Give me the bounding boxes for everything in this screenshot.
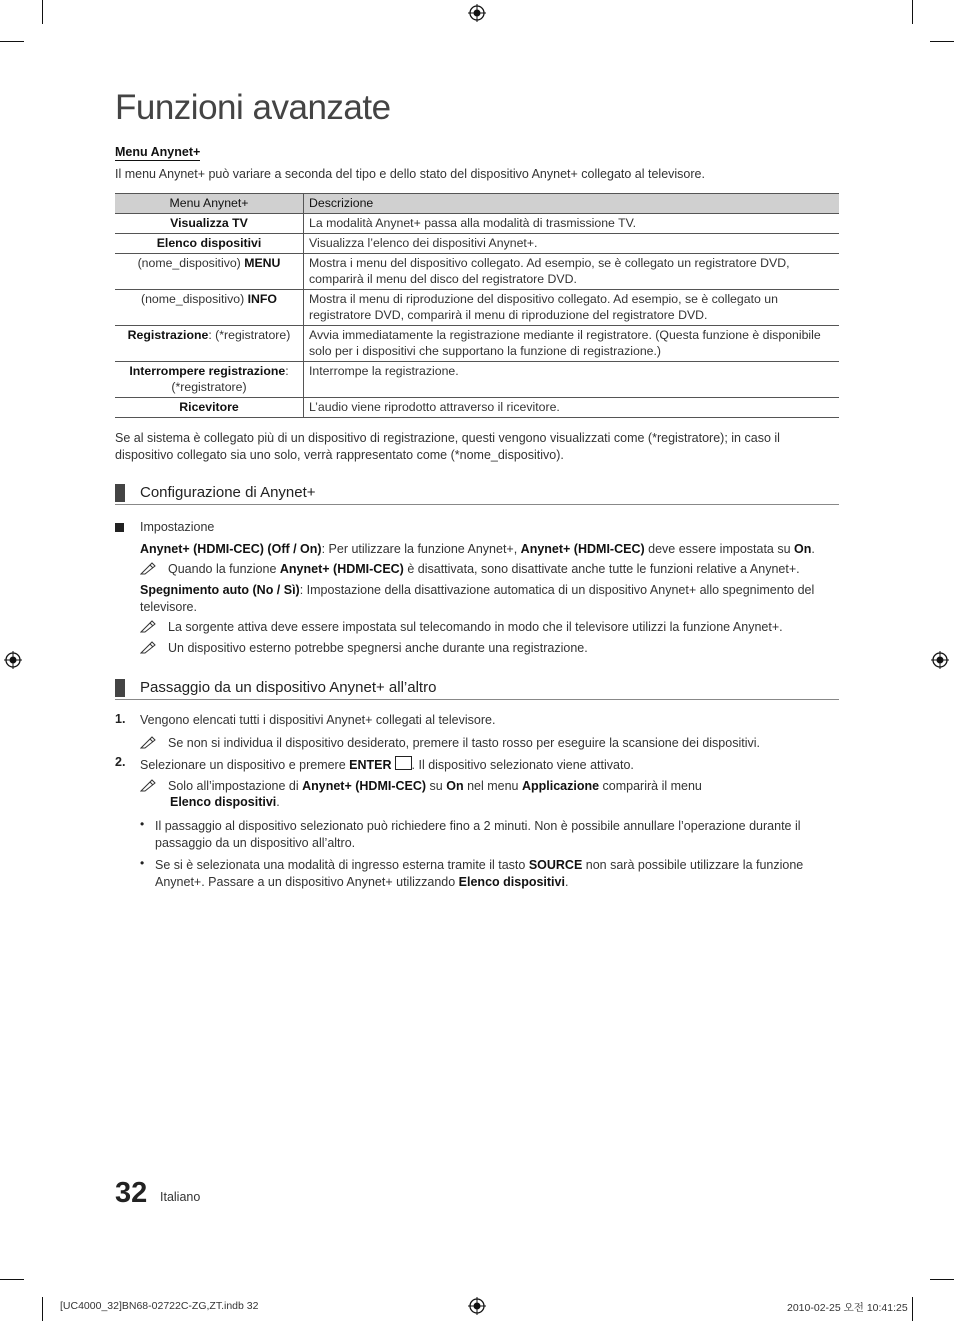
bullet-text: Il passaggio al dispositivo selezionato può richiedere fino a 2 minuti. Non è possibile annullare l’operazione durante il passaggio da un dispositivo all’altro.: [155, 819, 801, 850]
crop-mark: [42, 0, 43, 24]
text-span: su: [426, 779, 447, 793]
table-cell-description: Interrompe la registrazione.: [304, 362, 840, 398]
table-cell-description: Mostra il menu di riproduzione del dispositivo collegato. Ad esempio, se è collegato un registratore DVD, comparirà il menu di riproduzione del registratore DVD.: [304, 290, 840, 326]
table-cell-menu: [115, 398, 304, 418]
table-row: [115, 214, 839, 234]
menu-item-suffix: : (*registratore): [208, 328, 291, 342]
auto-off-name: Spegnimento auto (No / Sì): [140, 583, 300, 597]
crop-mark: [0, 1279, 24, 1280]
note: [140, 559, 840, 578]
bullet-dot-icon: •: [140, 856, 145, 870]
table-row: [115, 234, 839, 254]
config-heading-text: Configurazione di Anynet+: [140, 484, 316, 501]
anynet-setting-name: Anynet+ (HDMI-CEC) (Off / On): [140, 542, 322, 556]
step-number: 2.: [115, 755, 126, 769]
page-title: Funzioni avanzate: [115, 88, 391, 127]
anynet-setting: [140, 541, 840, 558]
square-bullet-icon: [115, 523, 124, 532]
menu-item-name: MENU: [244, 256, 281, 270]
text-span: Quando la funzione: [168, 562, 280, 576]
text-span: : Impostazione della disattivazione automatica di un dispositivo Anynet+ allo spegnimento del televisore.: [140, 583, 815, 614]
text-span: Se non si individua il dispositivo desiderato, premere il tasto rosso per eseguire la scansione dei dispositivi.: [168, 736, 760, 750]
on-value: On: [794, 542, 812, 556]
text-span: La sorgente attiva deve essere impostata sul telecomando in modo che il televisore utilizzi la funzione Anynet+.: [168, 620, 783, 634]
source-key-label: SOURCE: [528, 858, 583, 872]
print-timestamp: 2010-02-25 오전 10:41:25: [787, 1302, 908, 1314]
bullet-text: [155, 857, 839, 890]
table-row: [115, 326, 839, 362]
text-bold: Elenco dispositivi: [170, 795, 277, 809]
switch-heading: [115, 677, 839, 700]
menu-item-name: Visualizza TV: [170, 216, 248, 230]
menu-item-name: INFO: [247, 292, 277, 306]
table-cell-description: L’audio viene riprodotto attraverso il ricevitore.: [304, 398, 840, 418]
crop-mark: [912, 1297, 913, 1321]
menu-item-name: Interrompere registrazione: [129, 364, 286, 378]
bullet-dot-icon: •: [140, 817, 145, 831]
registration-mark-icon: [4, 651, 22, 669]
table-header-menu: Menu Anynet+: [115, 194, 304, 214]
table-cell-menu: [115, 214, 304, 234]
menu-item-name: Ricevitore: [179, 400, 239, 414]
text-span: : Per utilizzare la funzione Anynet+,: [321, 542, 521, 556]
note: [140, 733, 840, 752]
table-header-description: Descrizione: [304, 194, 840, 214]
step-number: 1.: [115, 712, 126, 726]
config-heading: [115, 482, 839, 505]
table-row: [115, 398, 839, 418]
note-pencil-icon: [140, 735, 158, 749]
step-2-text: [140, 755, 840, 774]
text-span: Un dispositivo esterno potrebbe spegnersi anche durante una registrazione.: [168, 641, 588, 655]
menu-item-prefix: (nome_dispositivo): [141, 292, 248, 306]
table-row: [115, 290, 839, 326]
text-span: .: [564, 874, 569, 889]
text-span: è disattivata, sono disattivate anche tutte le funzioni relative a Anynet+.: [403, 562, 800, 576]
enter-key-label: ENTER: [349, 758, 392, 772]
crop-mark: [912, 0, 913, 24]
note-pencil-icon: [140, 640, 158, 654]
text-span: non sarà possibile utilizzare la funzione Anynet+. Passare a un dispositivo Anynet+ utilizzando: [155, 858, 804, 889]
print-file-info: [UC4000_32]BN68-02722C-ZG,ZT.indb 32: [60, 1300, 259, 1312]
note-pencil-icon: [140, 561, 158, 575]
crop-mark: [930, 41, 954, 42]
note: [140, 638, 840, 657]
table-row: [115, 362, 839, 398]
text-bold: On: [446, 779, 464, 793]
crop-mark: [42, 1297, 43, 1321]
note: [140, 776, 840, 795]
anynet-menu-table: [115, 193, 839, 418]
note-pencil-icon: [140, 619, 158, 633]
registration-mark-icon: [468, 4, 486, 22]
note-continuation: [170, 794, 840, 811]
table-cell-menu: [115, 326, 304, 362]
text-bold: Elenco dispositivi: [458, 874, 565, 889]
enter-key-icon: [395, 756, 412, 770]
text-span: .: [811, 542, 815, 556]
table-cell-menu: [115, 362, 304, 398]
text-bold: Anynet+ (HDMI-CEC): [302, 779, 427, 793]
menu-item-suffix: :: [285, 364, 289, 378]
registration-mark-icon: [931, 651, 949, 669]
table-header-row: [115, 194, 839, 214]
auto-off-setting: [140, 582, 840, 615]
text-span: nel menu: [463, 779, 522, 793]
recorder-explanation: Se al sistema è collegato più di un dispositivo di registrazione, questi vengono visualizzati come (*registratore); in caso il dispositivo collegato sia uno solo, verrà rappresentato come (*nome_dispositivo).: [115, 431, 780, 462]
text-span: .: [276, 795, 280, 809]
text-span: comparirà il menu: [599, 779, 702, 793]
page-language: Italiano: [160, 1190, 201, 1204]
text-bold: Applicazione: [521, 779, 600, 793]
table-cell-menu: [115, 234, 304, 254]
menu-item-prefix: (nome_dispositivo): [137, 256, 245, 270]
table-cell-description: Mostra i menu del dispositivo collegato. Ad esempio, se è collegato un registratore DVD, comparirà il menu del disco del registratore DVD.: [304, 254, 840, 290]
table-cell-description: Avvia immediatamente la registrazione mediante il registratore. (Questa funzione è disponibile solo per i dispositivi che supportano la funzione di registrazione.): [304, 326, 840, 362]
note-pencil-icon: [140, 778, 158, 792]
step-1-text: Vengono elencati tutti i dispositivi Anynet+ collegati al televisore.: [140, 713, 496, 727]
menu-item-name: Elenco dispositivi: [156, 236, 262, 250]
menu-anynet-intro: Il menu Anynet+ può variare a seconda del tipo e dello stato del dispositivo Anynet+ collegato al televisore.: [115, 167, 705, 181]
text-span: Selezionare un dispositivo e premere: [140, 758, 350, 772]
menu-anynet-label: Menu Anynet+: [115, 145, 201, 159]
page-number: 32: [115, 1177, 148, 1209]
switch-heading-text: Passaggio da un dispositivo Anynet+ all’altro: [140, 679, 437, 696]
crop-mark: [0, 41, 24, 42]
config-item-label: Impostazione: [140, 520, 215, 534]
anynet-setting-name: Anynet+ (HDMI-CEC): [520, 542, 645, 556]
crop-mark: [930, 1279, 954, 1280]
text-bold: Anynet+ (HDMI-CEC): [279, 562, 404, 576]
registration-mark-icon: [468, 1297, 486, 1315]
menu-item-name: Registrazione: [127, 328, 209, 342]
menu-item-line2: (*registratore): [171, 380, 247, 394]
table-cell-menu: [115, 254, 304, 290]
text-span: Se si è selezionata una modalità di ingresso esterna tramite il tasto: [155, 858, 529, 872]
table-cell-description: Visualizza l’elenco dei dispositivi Anynet+.: [304, 234, 840, 254]
text-span: Solo all’impostazione di: [168, 779, 303, 793]
text-span: deve essere impostata su: [644, 542, 795, 556]
heading-bar: [115, 679, 125, 697]
table-cell-description: La modalità Anynet+ passa alla modalità di trasmissione TV.: [304, 214, 840, 234]
table-row: [115, 254, 839, 290]
heading-bar: [115, 484, 125, 502]
table-cell-menu: [115, 290, 304, 326]
note: [140, 617, 840, 636]
text-span: . Il dispositivo selezionato viene attivato.: [411, 758, 634, 772]
